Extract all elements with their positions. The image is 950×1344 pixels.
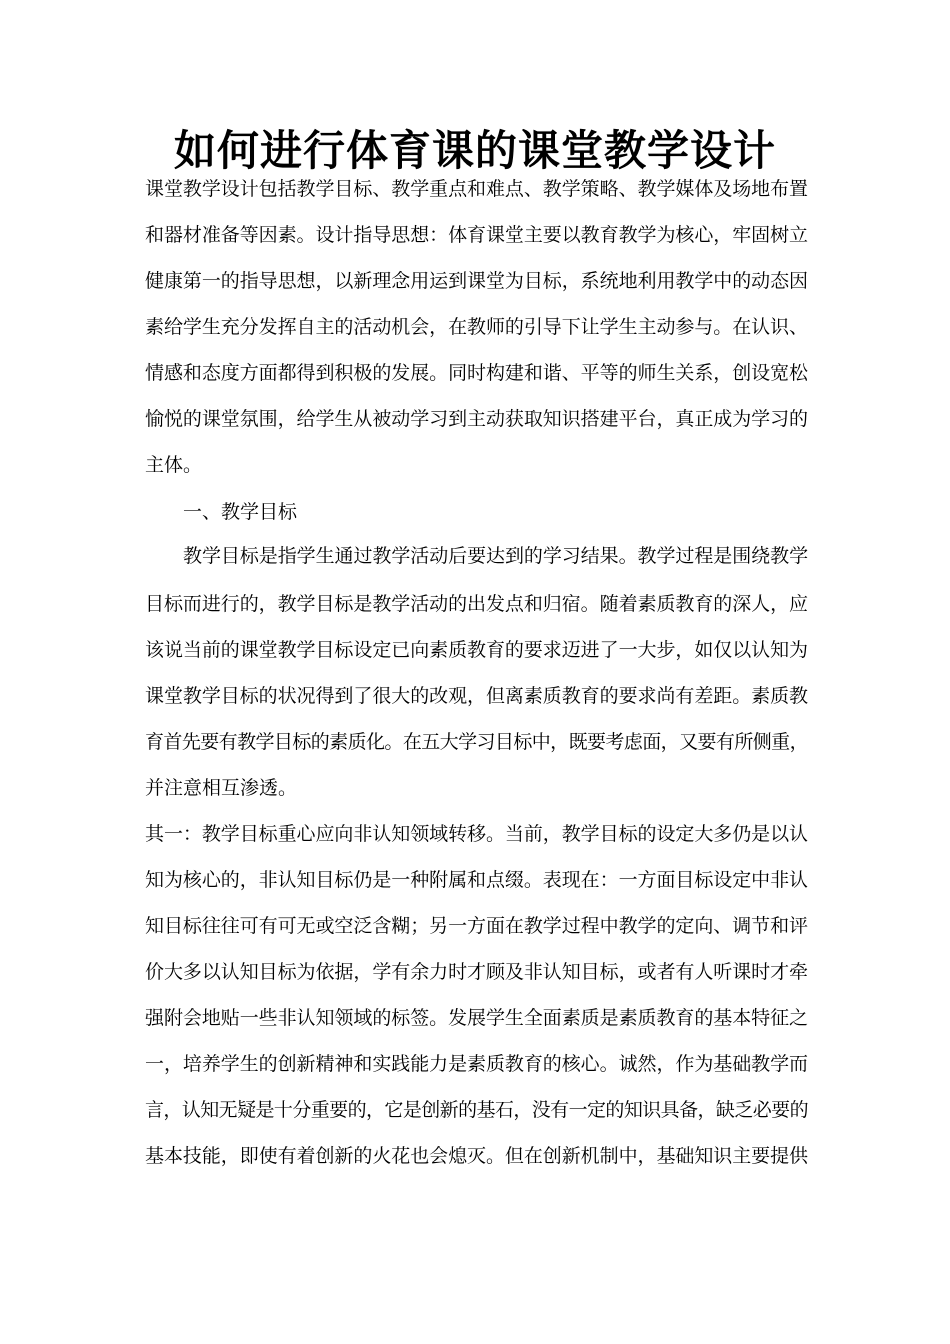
paragraph-line: 健康第一的指导思想，以新理念用运到课堂为目标，系统地利用教学中的动态因 <box>145 270 809 292</box>
paragraph-line: 和器材准备等因素。设计指导思想：体育课堂主要以教育教学为核心，牢固树立 <box>145 224 809 246</box>
paragraph-line: 育首先要有教学目标的素质化。在五大学习目标中，既要考虑面，又要有所侧重， <box>145 731 809 753</box>
paragraph-line: 该说当前的课堂教学目标设定已向素质教育的要求迈进了一大步，如仅以认知为 <box>145 639 809 661</box>
paragraph-line: 并注意相互渗透。 <box>145 777 298 799</box>
paragraph-line: 知为核心的，非认知目标仍是一种附属和点缀。表现在：一方面目标设定中非认 <box>145 869 809 891</box>
paragraph-line: 目标而进行的，教学目标是教学活动的出发点和归宿。随着素质教育的深人，应 <box>145 593 809 615</box>
paragraph-line: 教学目标是指学生通过教学活动后要达到的学习结果。教学过程是围绕教学 <box>183 545 809 567</box>
paragraph-line: 价大多以认知目标为依据，学有余力时才顾及非认知目标，或者有人听课时才牵 <box>145 961 809 983</box>
paragraph-line: 情感和态度方面都得到积极的发展。同时构建和谐、平等的师生关系，创设宽松 <box>145 362 809 384</box>
paragraph-line: 素给学生充分发挥自主的活动机会，在教师的引导下让学生主动参与。在认识、 <box>145 316 809 338</box>
paragraph-line: 愉悦的课堂氛围，给学生从被动学习到主动获取知识搭建平台，真正成为学习的 <box>145 408 809 430</box>
document-title: 如何进行体育课的课堂教学设计 <box>173 126 776 175</box>
paragraph-line: 其一：教学目标重心应向非认知领域转移。当前，教学目标的设定大多仍是以认 <box>145 823 809 845</box>
paragraph-line: 一，培养学生的创新精神和实践能力是素质教育的核心。诚然，作为基础教学而 <box>145 1053 809 1075</box>
paragraph-line: 知目标往往可有可无或空泛含糊；另一方面在教学过程中教学的定向、调节和评 <box>145 915 809 937</box>
section-heading: 一、教学目标 <box>183 501 298 523</box>
paragraph-line: 强附会地贴一些非认知领域的标签。发展学生全面素质是素质教育的基本特征之 <box>145 1007 809 1029</box>
paragraph-line: 课堂教学目标的状况得到了很大的改观，但离素质教育的要求尚有差距。素质教 <box>145 685 809 707</box>
paragraph-line: 课堂教学设计包括教学目标、教学重点和难点、教学策略、教学媒体及场地布置 <box>145 178 809 200</box>
paragraph-line: 基本技能，即使有着创新的火花也会熄灭。但在创新机制中，基础知识主要提供 <box>145 1145 809 1167</box>
paragraph-line: 主体。 <box>145 454 203 476</box>
paragraph-line: 言，认知无疑是十分重要的，它是创新的基石，没有一定的知识具备，缺乏必要的 <box>145 1099 809 1121</box>
